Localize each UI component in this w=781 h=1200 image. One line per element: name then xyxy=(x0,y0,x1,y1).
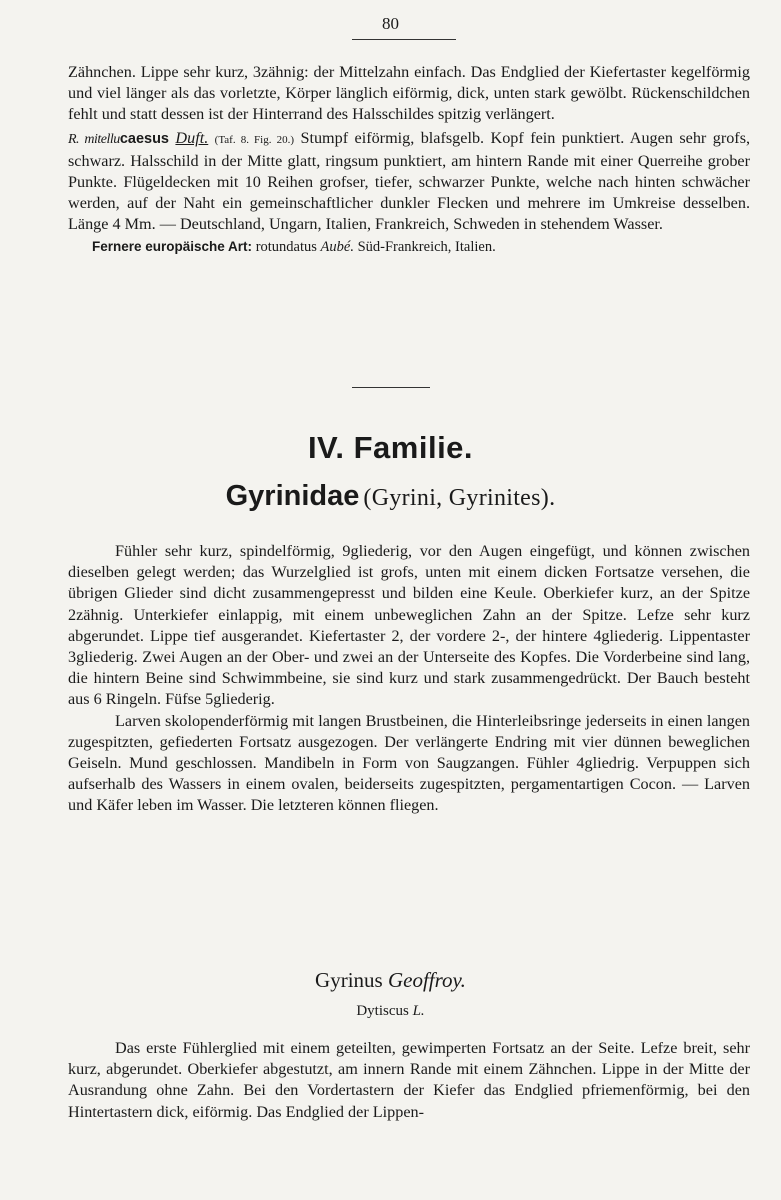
page-number: 80 xyxy=(382,14,399,33)
genus-synonym xyxy=(0,1003,781,1020)
species-entry xyxy=(68,128,750,236)
family-name: Gyrinidae xyxy=(225,480,360,512)
family-title xyxy=(0,480,781,513)
family-synonyms: (Gyrini, Gyrinites). xyxy=(363,485,556,511)
top-section xyxy=(68,62,750,258)
figure-reference: (Taf. 8. Fig. 20.) xyxy=(214,133,295,146)
handwritten-annotation: R. mitellu xyxy=(68,131,120,147)
family-heading: IV. Familie. xyxy=(307,430,474,465)
genus-name: Gyrinus xyxy=(315,968,383,992)
genus-heading xyxy=(0,968,781,993)
other-species-label: Fernere europäische Art: xyxy=(92,238,253,254)
other-species-name: rotundatus xyxy=(255,238,317,255)
genus-author: Geoffroy. xyxy=(387,968,466,992)
section-rule xyxy=(352,387,430,388)
genus-synonym-name: Dytiscus xyxy=(356,1003,409,1019)
species-description: Stumpf eiförmig, blafsgelb. Kopf fein punktiert. Augen sehr grofs, schwarz. Halsschild in der Mitte glatt, ringsum punktiert, am hintern Rande mit einer Querreihe grober Punkte. Flügeldecken mit 10 Reihen grofser, tiefer, schwarzer Punkte, welche nach hinten schwächer werden, auf der Naht ein gemeinschaftlicher dunkler Flecken und mehrere im Umkreise desselben. Länge 4 Mm. — Deutschland, Ungarn, Italien, Frankreich, Schweden in stehendem Wasser. xyxy=(68,128,751,234)
genus-paragraph: Das erste Fühlerglied mit einem geteilten, gewimperten Fortsatz an der Seite. Lefze breit, sehr kurz, abgerundet. Oberkiefer abgestutzt, am innern Rande mit einem Zähnchen. Lippe in der Mitte der Ausrandung ohne Zahn. Bei den Vordertastern der Kiefer das Endglied pfriemenförmig, bei den Hintertastern dick, eiförmig. Das Endglied der Lippen- xyxy=(68,1039,750,1121)
family-paragraph-characters: Fühler sehr kurz, spindelförmig, 9gliederig, vor den Augen eingefügt, und können zwischen dieselben gelegt werden; das Wurzelglied ist grofs, unten mit einem dicken Fortsatze versehen, die übrigen Glieder sind dicht zusammengepresst und bilden eine Keule. Oberkiefer kurz, an der Spitze 2zähnig. Unterkiefer einlappig, mit einem unbeweglichen Zahn an der Spitze. Lefze sehr kurz abgerundet. Lippe tief ausgerandet. Kiefertaster 2, der vordere 2-, der hintere 4gliederig. Lippentaster 3gliederig. Zwei Augen an der Ober- und zwei an der Unterseite des Kopfes. Die Vorderbeine sind lang, die hintern Beine sind Schwimmbeine, sie sind kurz und stark zusammengedrückt. Der Bauch besteht aus 6 Ringeln. Füfse 5gliederig. xyxy=(68,542,750,709)
other-species-line xyxy=(68,236,750,258)
family-description xyxy=(68,541,750,817)
genus-synonym-author: L. xyxy=(412,1003,425,1019)
other-species-distribution: Süd-Frankreich, Italien. xyxy=(357,238,496,255)
other-species-author: Aubé. xyxy=(320,238,354,255)
header-rule xyxy=(352,39,456,40)
genus-description xyxy=(68,1038,750,1123)
species-author: Duft. xyxy=(175,128,209,147)
continued-paragraph: Zähnchen. Lippe sehr kurz, 3zähnig: der Mittelzahn einfach. Das Endglied der Kiefertaster kegelförmig und viel länger als das vorletzte, Körper länglich eiförmig, dick, unten stark gewölbt. Rückenschildchen fehlt und statt dessen ist der Hinterrand des Halsschildes spitzig verlängert. xyxy=(68,63,750,124)
species-name: caesus xyxy=(119,130,169,147)
family-paragraph-larvae: Larven skolopenderförmig mit langen Brustbeinen, die Hinterleibsringe jederseits in einen langen zugespitzten, gefiederten Fortsatz ausgezogen. Der verlängerte Endring mit vier dünnen beweglichen Geiseln. Mund geschlossen. Mandibeln in Form von Saugzangen. Fühler 4gliedrig. Verpuppen sich aufserhalb des Wassers in einem ovalen, beiderseits zugespitzten, pergamentartigen Cocon. — Larven und Käfer leben im Wasser. Die letzteren können fliegen. xyxy=(68,711,750,815)
